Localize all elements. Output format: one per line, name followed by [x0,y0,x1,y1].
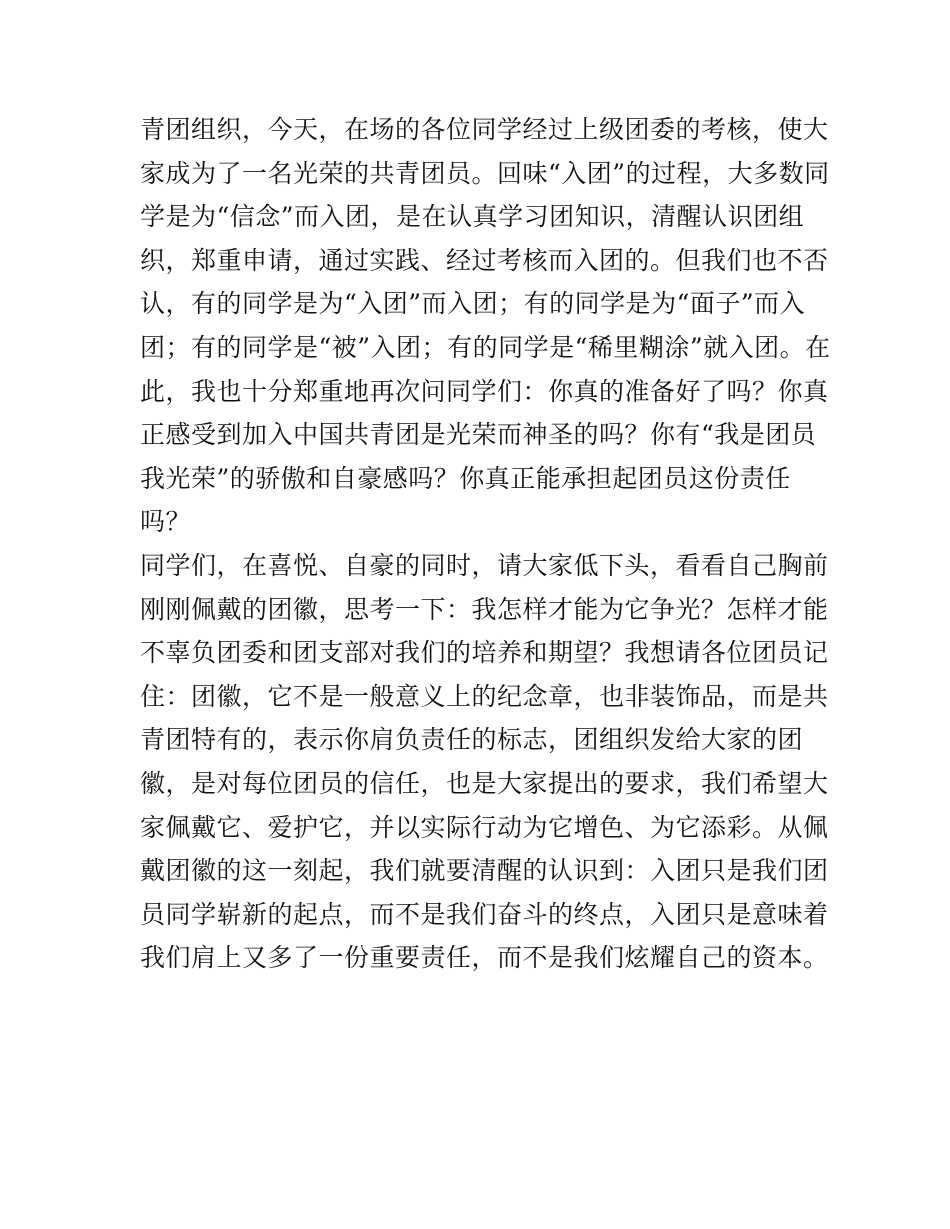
text-line: 员同学崭新的起点，而不是我们奋斗的终点，入团只是意味着 [140,899,829,929]
text-line: 青团组织，今天，在场的各位同学经过上级团委的考核，使大 [140,115,829,144]
text-line: 我们肩上又多了一份重要责任，而不是我们炫耀自己的资本。 [140,943,829,973]
text-line: 同学们，在喜悦、自豪的同时，请大家低下头，看看自己胸前 [140,550,829,580]
text-line: 家成为了一名光荣的共青团员。回味“入团”的过程，大多数同 [140,158,830,188]
text-line: 不辜负团委和团支部对我们的培养和期望？我想请各位团员记 [140,638,829,668]
text-line: 正感受到加入中国共青团是光荣而神圣的吗？你有“我是团员 [140,420,817,450]
text-line: 我光荣”的骄傲和自豪感吗？你真正能承担起团员这份责任 [140,463,791,493]
text-line: 徽，是对每位团员的信任，也是大家提出的要求，我们希望大 [140,768,829,798]
text-line: 团；有的同学是“被”入团；有的同学是“稀里糊涂”就入团。在 [140,332,831,362]
text-line: 住：团徽，它不是一般意义上的纪念章，也非装饰品，而是共 [140,681,829,711]
text-line: 织，郑重申请，通过实践、经过考核而入团的。但我们也不否 [140,245,829,275]
text-line: 学是为“信念”而入团，是在认真学习团知识，清醒认识团组 [140,202,805,232]
text-line: 认，有的同学是为“入团”而入团；有的同学是为“面子”而入 [140,289,806,319]
body-text [140,108,831,980]
text-line: 刚刚佩戴的团徽，思考一下：我怎样才能为它争光？怎样才能 [140,594,829,624]
text-line: 家佩戴它、爱护它，并以实际行动为它增色、为它添彩。从佩 [140,812,829,842]
text-line: 戴团徽的这一刻起，我们就要清醒的认识到：入团只是我们团 [140,856,829,886]
text-line: 此，我也十分郑重地再次问同学们：你真的准备好了吗？你真 [140,376,829,406]
text-line: 青团特有的，表示你肩负责任的标志，团组织发给大家的团 [140,725,804,755]
text-line: 吗？ [140,507,192,537]
